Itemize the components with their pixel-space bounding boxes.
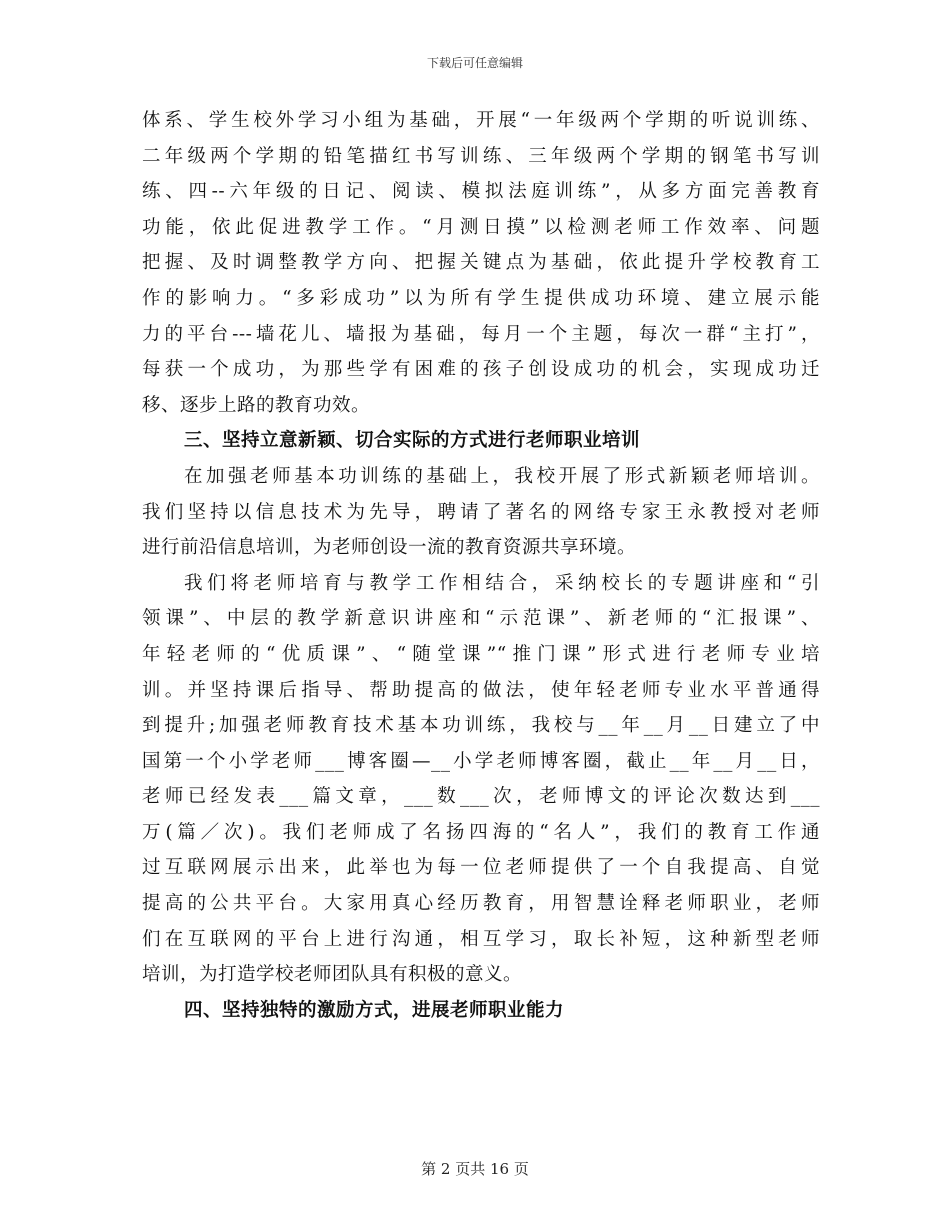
document-body — [142, 103, 820, 1028]
page-header: 下载后可任意编辑 — [426, 56, 523, 70]
body-line: 在加强老师基本功训练的基础上，我校开展了形式新颖老师培训。 — [184, 465, 820, 487]
body-line: 提高的公共平台。大家用真心经历教育，用智慧诠释老师职业，老师 — [142, 893, 820, 915]
body-line: 练、四--六年级的日记、阅读、模拟法庭训练”，从多方面完善教育 — [142, 181, 820, 203]
body-line: 我们将老师培育与教学工作相结合，采纳校长的专题讲座和“引 — [184, 572, 820, 594]
body-line: 年轻老师的“优质课”、“随堂课”“推门课”形式进行老师专业培 — [142, 643, 820, 665]
body-line: 领课”、中层的教学新意识讲座和“示范课”、新老师的“汇报课”、 — [142, 608, 820, 630]
section-heading: 三、坚持立意新颖、切合实际的方式进行老师职业培训 — [184, 430, 641, 452]
body-line: 体系、学生校外学习小组为基础，开展“一年级两个学期的听说训练、 — [142, 110, 820, 131]
body-line: 过互联网展示出来，此举也为每一位老师提供了一个自我提高、自觉 — [142, 857, 820, 879]
body-line: 进行前沿信息培训，为老师创设一流的教育资源共享环境。 — [142, 537, 637, 559]
body-line: 到提升;加强老师教育技术基本功训练，我校与__年__月__日建立了中 — [142, 715, 820, 737]
body-line: 培训，为打造学校老师团队具有积极的意义。 — [142, 964, 523, 986]
body-line: 们在互联网的平台上进行沟通，相互学习，取长补短，这种新型老师 — [142, 928, 820, 950]
body-line: 作的影响力。“多彩成功”以为所有学生提供成功环境、建立展示能 — [142, 287, 820, 309]
body-line: 老师已经发表___篇文章，___数___次，老师博文的评论次数达到___ — [142, 786, 820, 808]
section-heading: 四、坚持独特的激励方式，进展老师职业能力 — [184, 999, 565, 1021]
body-line: 把握、及时调整教学方向、把握关键点为基础，依此提升学校教育工 — [142, 252, 820, 274]
body-line: 二年级两个学期的铅笔描红书写训练、三年级两个学期的钢笔书写训 — [142, 145, 820, 167]
body-line: 训。并坚持课后指导、帮助提高的做法，使年轻老师专业水平普通得 — [142, 679, 820, 701]
body-line: 力的平台---墙花儿、墙报为基础，每月一个主题，每次一群“主打”， — [142, 323, 820, 345]
body-line: 功能，依此促进教学工作。“月测日摸”以检测老师工作效率、问题 — [142, 216, 820, 238]
body-line: 每获一个成功，为那些学有困难的孩子创设成功的机会，实现成功迁 — [142, 359, 820, 381]
body-line: 国第一个小学老师___博客圈—__小学老师博客圈，截止__年__月__日， — [142, 750, 820, 772]
body-line: 万(篇／次)。我们老师成了名扬四海的“名人”，我们的教育工作通 — [142, 821, 820, 843]
body-line: 移、逐步上路的教育功效。 — [142, 394, 371, 416]
page-footer: 第 2 页共 16 页 — [421, 1160, 529, 1178]
body-line: 我们坚持以信息技术为先导，聘请了著名的网络专家王永教授对老师 — [142, 501, 820, 523]
